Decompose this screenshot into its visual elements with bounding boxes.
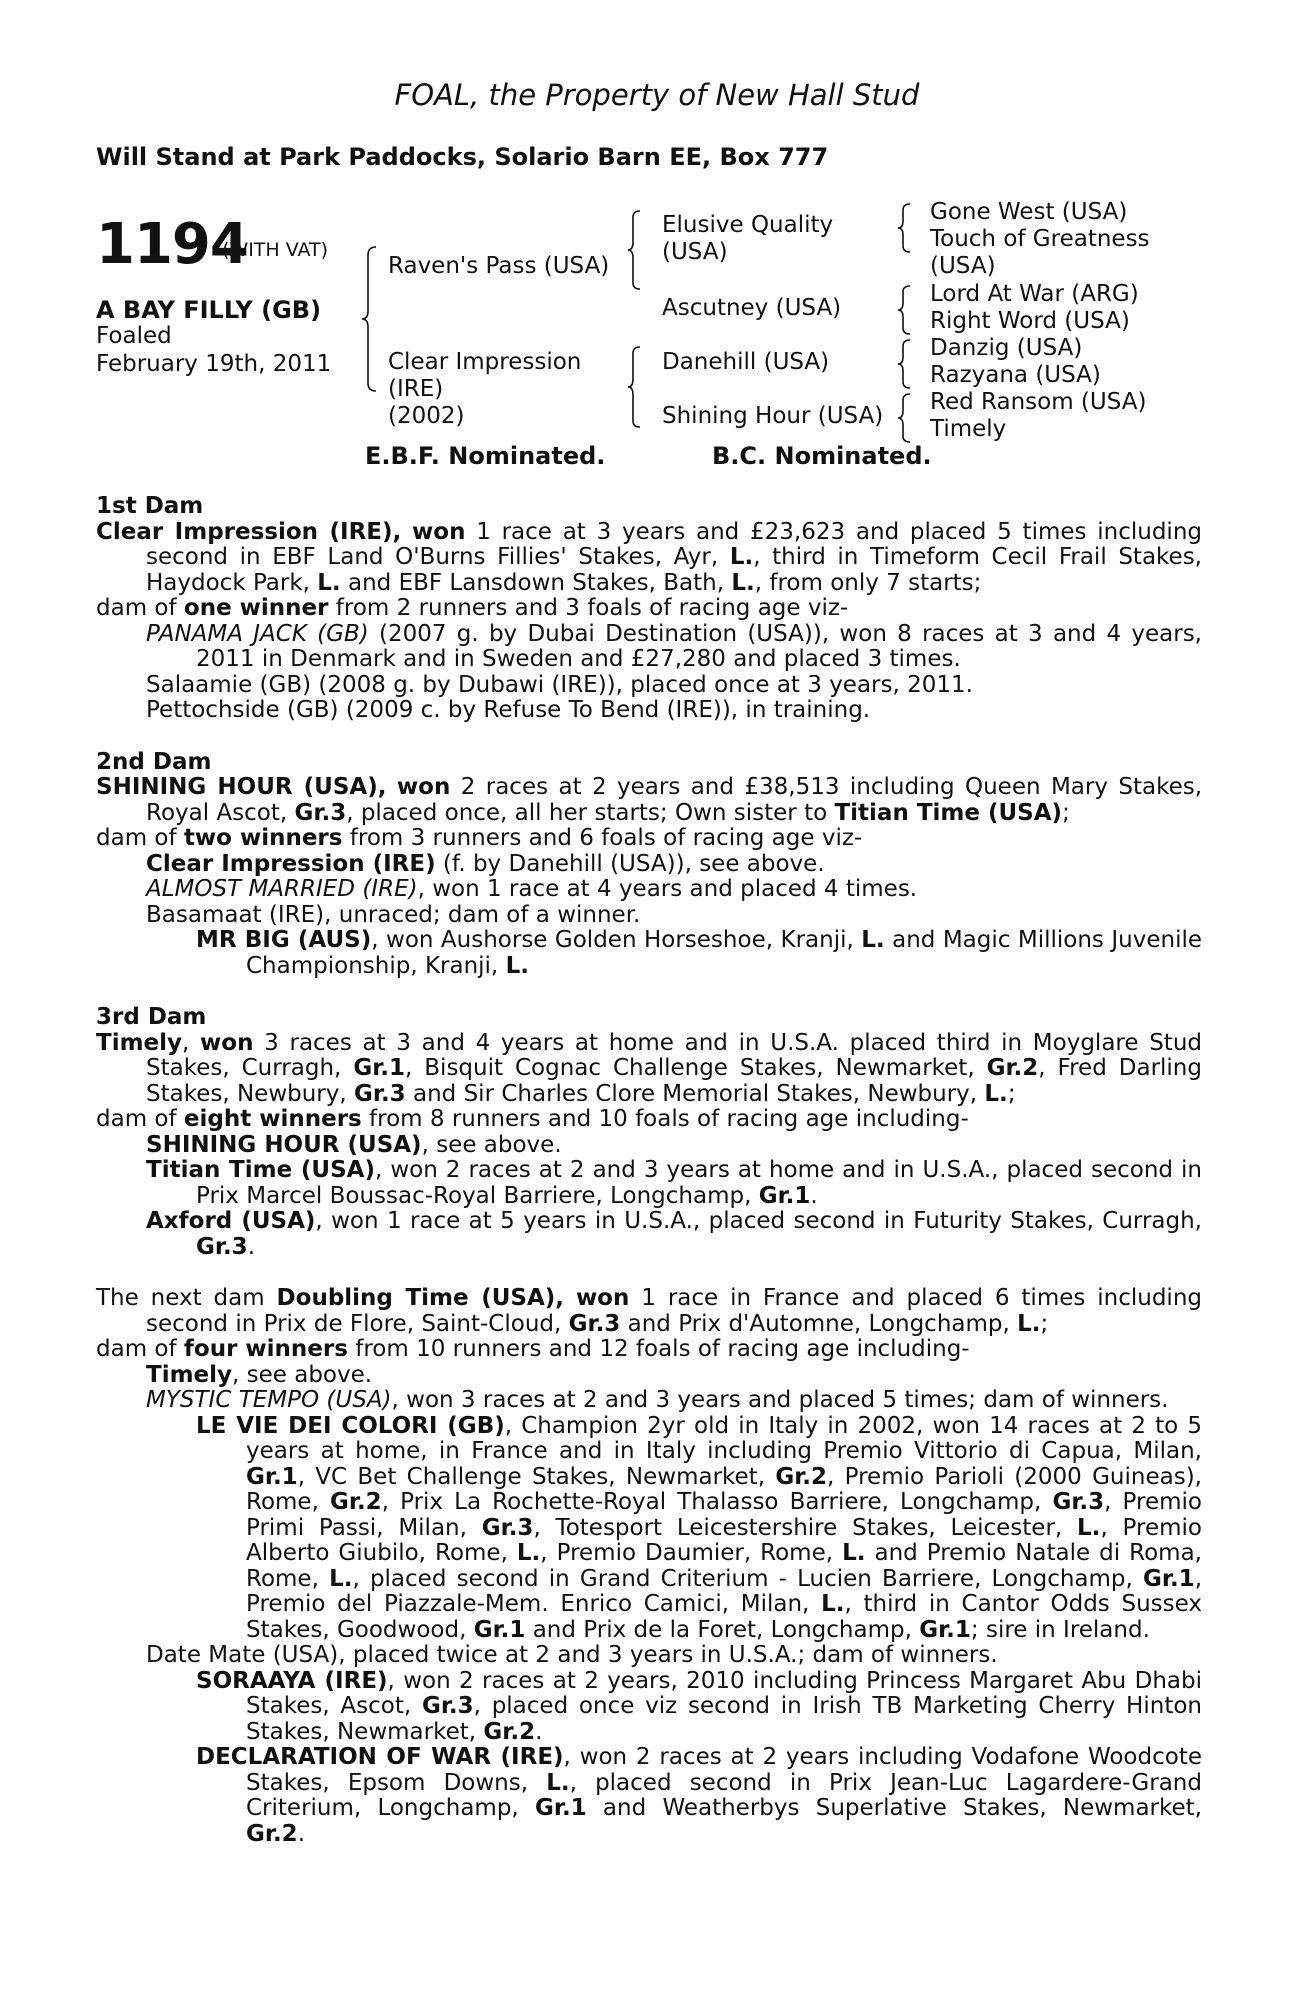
group-label: Gr.3 [196, 1233, 248, 1260]
record-text: . [810, 1182, 818, 1209]
listed-label: L. [1017, 1310, 1041, 1337]
produce-entry: Salaamie (GB) (2008 g. by Dubawi (IRE)), placed once at 3 years, 2011. [146, 671, 973, 698]
pedigree-dam-name: Clear Impression [388, 349, 582, 375]
produce-name: Clear Impression (IRE) [146, 850, 436, 877]
pedigree-brace-shining [896, 392, 914, 444]
page-title: FOAL, the Property of New Hall Stud [394, 78, 920, 112]
record-text: 1 race in France and placed 6 times including second in Prix de Flore, Saint-Cloud, [146, 1285, 1203, 1337]
section-third-dam [96, 1005, 1202, 1260]
vat-note: (WITH VAT) [222, 239, 329, 261]
record-text: . [247, 1233, 255, 1260]
produce-entry [146, 1388, 1202, 1414]
listed-label: L. [516, 1540, 541, 1566]
record-text: , Premio del Piazzale-Mem. Enrico Camici, Milan, [246, 1565, 1202, 1617]
record-text: , won 1 race at 5 years in U.S.A., placed second in Futurity Stakes, Curragh, [315, 1208, 1202, 1234]
pedigree-razyana: Razyana (USA) [930, 362, 1101, 388]
produce-name: MYSTIC TEMPO (USA) [146, 1387, 392, 1413]
record-text: , Bisquit Cognac Challenge Stakes, Newmarket, [405, 1055, 987, 1081]
record-text: . [535, 1718, 543, 1745]
listed-label: L. [317, 569, 341, 596]
produce-entry [146, 852, 1202, 878]
group-label: Gr.1 [535, 1795, 587, 1821]
group-label: Gr.1 [353, 1055, 405, 1081]
record-text: , won 2 races at 2 years including Vodafone Woodcote Stakes, Epsom Downs, [246, 1744, 1202, 1796]
produce-name: ALMOST MARRIED (IRE) [146, 876, 418, 902]
record-text: and EBF Lansdown Stakes, Bath, [340, 569, 732, 596]
section-second-dam [96, 750, 1202, 980]
produce-entry [196, 1414, 1202, 1644]
record-text: and Premio Natale di Roma, Rome, [246, 1540, 1202, 1592]
pedigree-brace-sire [626, 209, 644, 291]
record-text: 1 race at 3 years and £23,623 and placed 5 times including second in EBF Land O'Burns Fillies' Stakes, Ayr, [146, 518, 1203, 570]
record-text: from 3 runners and 6 foals of racing age viz- [342, 825, 863, 851]
record-text: , placed once, all her starts; Own sister to [346, 799, 835, 826]
produce-name: Axford (USA) [146, 1208, 316, 1234]
produce-entry [146, 1209, 1202, 1260]
pedigree-dam-sire: Danehill (USA) [662, 349, 830, 375]
group-label: Gr.2 [775, 1463, 828, 1490]
winners-count: two winners [183, 825, 343, 851]
second-dam-record [96, 775, 1202, 826]
won-label: won [575, 1285, 630, 1311]
record-text: ; [1040, 1310, 1049, 1337]
record-text: ; sire in Ireland. [970, 1616, 1150, 1643]
produce-name: MR BIG (AUS) [196, 927, 372, 953]
record-text: , placed second in Grand Criterium - Lucien Barriere, Longchamp, [352, 1565, 1143, 1592]
pedigree-dam-year: (2002) [388, 403, 465, 429]
produce-record [96, 494, 1202, 1847]
produce-entry: Date Mate (USA), placed twice at 2 and 3 years in U.S.A.; dam of winners. [146, 1642, 998, 1668]
record-text: , third in Cantor Odds Sussex Stakes, Goodwood, [246, 1591, 1202, 1643]
pedigree-sire-sire-name: Elusive Quality [662, 212, 834, 238]
pedigree-brace-dam [626, 345, 644, 429]
record-text: , Fred Darling Stakes, Newbury, [146, 1055, 1202, 1107]
record-text: from 2 runners and 3 foals of racing age viz- [328, 595, 849, 621]
produce-entry [196, 1745, 1202, 1847]
record-text: , [182, 1029, 201, 1056]
produce-name: PANAMA JACK (GB) [146, 620, 369, 647]
listed-label: L. [861, 927, 885, 953]
group-label: Gr.1 [919, 1616, 971, 1643]
section-first-dam [96, 494, 1202, 724]
won-label: won [412, 518, 466, 545]
listed-label: L. [546, 1769, 570, 1796]
listed-label: L. [821, 1591, 845, 1617]
record-text: from 10 runners and 12 foals of racing age including- [347, 1336, 970, 1362]
third-dam-name: Timely [96, 1029, 183, 1056]
pedigree-dam-dam: Shining Hour (USA) [662, 403, 884, 429]
pedigree-touch-name: Touch of Greatness [930, 226, 1150, 252]
listed-label: L. [1077, 1514, 1101, 1541]
record-text: and Prix d'Automne, Longchamp, [620, 1310, 1018, 1337]
produce-name: DECLARATION OF WAR (IRE) [196, 1744, 564, 1770]
group-label: Gr.3 [1052, 1489, 1105, 1515]
record-text: , Totesport Leicestershire Stakes, Leicester, [533, 1514, 1078, 1541]
group-label: Gr.3 [421, 1693, 474, 1719]
listed-label: L. [329, 1565, 353, 1592]
first-dam-produce-summary [96, 596, 1202, 622]
first-dam-record [96, 520, 1202, 597]
produce-name: SHINING HOUR (USA) [146, 1131, 422, 1158]
pedigree-red-ransom: Red Ransom (USA) [930, 389, 1147, 415]
next-dam-produce-summary [96, 1337, 1202, 1363]
horse-description: A BAY FILLY (GB) [96, 296, 322, 324]
pedigree-dam-country: (IRE) [388, 376, 444, 402]
record-text: and Prix de la Foret, Longchamp, [525, 1616, 920, 1643]
record-text: from 8 runners and 10 foals of racing age including- [361, 1106, 969, 1132]
record-text: and Magic Millions Juvenile Championship, Kranji, [246, 927, 1202, 979]
record-text: 3 races at 3 and 4 years at home and in U.S.A. placed third in Moyglare Stud Stakes, Curragh, [146, 1029, 1202, 1081]
produce-entry [146, 877, 1202, 903]
produce-name: Titian Time (USA) [146, 1157, 375, 1183]
record-text: , Premio Daumier, Rome, [540, 1540, 843, 1566]
pedigree-sire: Raven's Pass (USA) [388, 253, 610, 279]
record-text: , from only 7 starts; [754, 569, 982, 596]
record-text: , Champion 2yr old in Italy in 2002, won 14 races at 2 to 5 years at home, in France and in Italy including Premio Vittorio di Capua, Milan, [246, 1412, 1202, 1464]
produce-entry [196, 928, 1202, 979]
next-dam-record [96, 1286, 1202, 1337]
record-text: and Weatherbys Superlative Stakes, Newmarket, [586, 1795, 1202, 1821]
pedigree-dam [388, 349, 581, 430]
lot-number: 1194 [96, 212, 248, 277]
stand-location: Will Stand at Park Paddocks, Solario Barn EE, Box 777 [96, 143, 829, 171]
group-label: Gr.1 [758, 1182, 811, 1209]
group-label: Gr.2 [483, 1718, 536, 1745]
pedigree-danzig: Danzig (USA) [930, 335, 1083, 361]
listed-label: L. [842, 1540, 866, 1566]
record-text: dam of [96, 1336, 184, 1362]
pedigree-gone-west: Gone West (USA) [930, 199, 1128, 225]
record-text: , Premio Alberto Giubilo, Rome, [246, 1514, 1202, 1566]
record-text: and Sir Charles Clore Memorial Stakes, Newbury, [405, 1080, 985, 1107]
pedigree-touch-of-greatness [930, 226, 1150, 280]
record-text: , won 3 races at 2 and 3 years and placed 5 times; dam of winners. [391, 1387, 1169, 1413]
pedigree-brace-ascutney [896, 284, 914, 336]
winners-count: eight winners [183, 1106, 362, 1132]
first-dam-heading: 1st Dam [96, 493, 204, 519]
record-text: , VC Bet Challenge Stakes, Newmarket, [297, 1463, 776, 1490]
pedigree-right-word: Right Word (USA) [930, 308, 1130, 334]
record-text: , see above. [421, 1131, 562, 1158]
second-dam-name: SHINING HOUR (USA), [96, 774, 387, 800]
group-label: Gr.2 [986, 1055, 1039, 1081]
listed-label: L. [731, 569, 755, 596]
second-dam-heading: 2nd Dam [96, 748, 212, 775]
record-text: , third in Timeform Cecil Frail Stakes, Haydock Park, [146, 544, 1202, 596]
section-next-dam [96, 1286, 1202, 1847]
record-text: dam of [96, 1106, 184, 1132]
produce-entry: Pettochside (GB) (2009 c. by Refuse To Bend (IRE)), in training. [146, 697, 871, 723]
record-text: , placed second in Prix Jean-Luc Lagardere-Grand Criterium, Longchamp, [246, 1769, 1202, 1821]
record-text: dam of [96, 825, 184, 851]
bc-nominated: B.C. Nominated. [712, 442, 932, 470]
pedigree-sire-sire [662, 212, 833, 266]
record-text: dam of [96, 595, 184, 621]
pedigree-sire-dam: Ascutney (USA) [662, 295, 842, 321]
group-label: Gr.3 [481, 1514, 534, 1541]
pedigree-sire-sire-country: (USA) [662, 239, 728, 265]
produce-entry [146, 1133, 1202, 1159]
record-text: , won 1 race at 4 years and placed 4 times. [417, 876, 918, 902]
second-dam-produce-summary [96, 826, 1202, 852]
pedigree-brace-elusive [896, 202, 914, 254]
produce-entry: Basamaat (IRE), unraced; dam of a winner. [146, 901, 641, 928]
group-label: Gr.2 [246, 1820, 298, 1847]
produce-name: SORAAYA (IRE) [196, 1667, 388, 1694]
record-text: 2 races at 2 years and £38,513 including Queen Mary Stakes, Royal Ascot, [146, 774, 1203, 826]
record-text: (f. by Danehill (USA)), see above. [435, 850, 825, 877]
produce-entry [146, 1363, 1202, 1389]
produce-name: Timely [146, 1361, 233, 1388]
third-dam-produce-summary [96, 1107, 1202, 1133]
foaled-label: Foaled [96, 323, 172, 349]
sister-name: Titian Time (USA) [834, 799, 1063, 826]
group-label: Gr.3 [294, 799, 347, 826]
record-text: , placed once viz second in Irish TB Marketing Cherry Hinton Stakes, Newmarket, [246, 1693, 1202, 1745]
group-label: Gr.1 [1143, 1565, 1195, 1592]
produce-entry [196, 1669, 1202, 1746]
pedigree-brace-danehill [896, 338, 914, 390]
winners-count: one winner [183, 595, 329, 621]
group-label: Gr.2 [330, 1489, 382, 1515]
record-text: , won 2 races at 2 and 3 years at home and in U.S.A., placed second in Prix Marcel Boussac-Royal Barriere, Longchamp, [196, 1157, 1202, 1209]
record-text: , won Aushorse Golden Horseshoe, Kranji, [371, 927, 862, 953]
record-text: , won 2 races at 2 years, 2010 including Princess Margaret Abu Dhabi Stakes, Ascot, [246, 1667, 1202, 1719]
pedigree-timely: Timely [930, 416, 1007, 442]
third-dam-record [96, 1031, 1202, 1108]
listed-label: L. [729, 544, 754, 570]
winners-count: four winners [183, 1336, 348, 1362]
record-text: , Prix La Rochette-Royal Thalasso Barriere, Longchamp, [381, 1489, 1053, 1515]
record-text: . [297, 1820, 305, 1847]
group-label: Gr.3 [354, 1080, 406, 1107]
first-dam-name: Clear Impression (IRE), [96, 518, 402, 545]
produce-entry [146, 1158, 1202, 1209]
record-text: ; [1007, 1080, 1016, 1107]
pedigree-brace-main [360, 245, 380, 393]
listed-label: L. [505, 952, 529, 979]
record-text: , Premio Parioli (2000 Guineas), Rome, [246, 1463, 1202, 1515]
record-text: (2007 g. by Dubai Destination (USA)), won 8 races at 3 and 4 years, 2011 in Denmark and in Sweden and £27,280 and placed 3 times. [196, 620, 1202, 672]
record-text: The next dam [96, 1285, 277, 1311]
record-text: , Premio Primi Passi, Milan, [246, 1489, 1202, 1541]
third-dam-heading: 3rd Dam [96, 1004, 207, 1030]
won-label: won [200, 1029, 254, 1056]
pedigree-lord-at-war: Lord At War (ARG) [930, 281, 1139, 307]
record-text: , see above. [232, 1361, 373, 1388]
next-dam-name: Doubling Time (USA), [276, 1285, 565, 1311]
group-label: Gr.3 [568, 1310, 621, 1337]
foaled-info [96, 322, 331, 378]
pedigree-touch-country: (USA) [930, 253, 996, 279]
produce-entry [146, 622, 1202, 673]
group-label: Gr.1 [246, 1463, 298, 1490]
record-text: ; [1062, 799, 1070, 826]
produce-name: LE VIE DEI COLORI (GB) [196, 1412, 505, 1439]
listed-label: L. [984, 1080, 1008, 1107]
ebf-nominated: E.B.F. Nominated. [365, 442, 606, 470]
won-label: won [396, 774, 451, 800]
group-label: Gr.1 [473, 1616, 526, 1643]
foaled-date: February 19th, 2011 [96, 351, 332, 377]
